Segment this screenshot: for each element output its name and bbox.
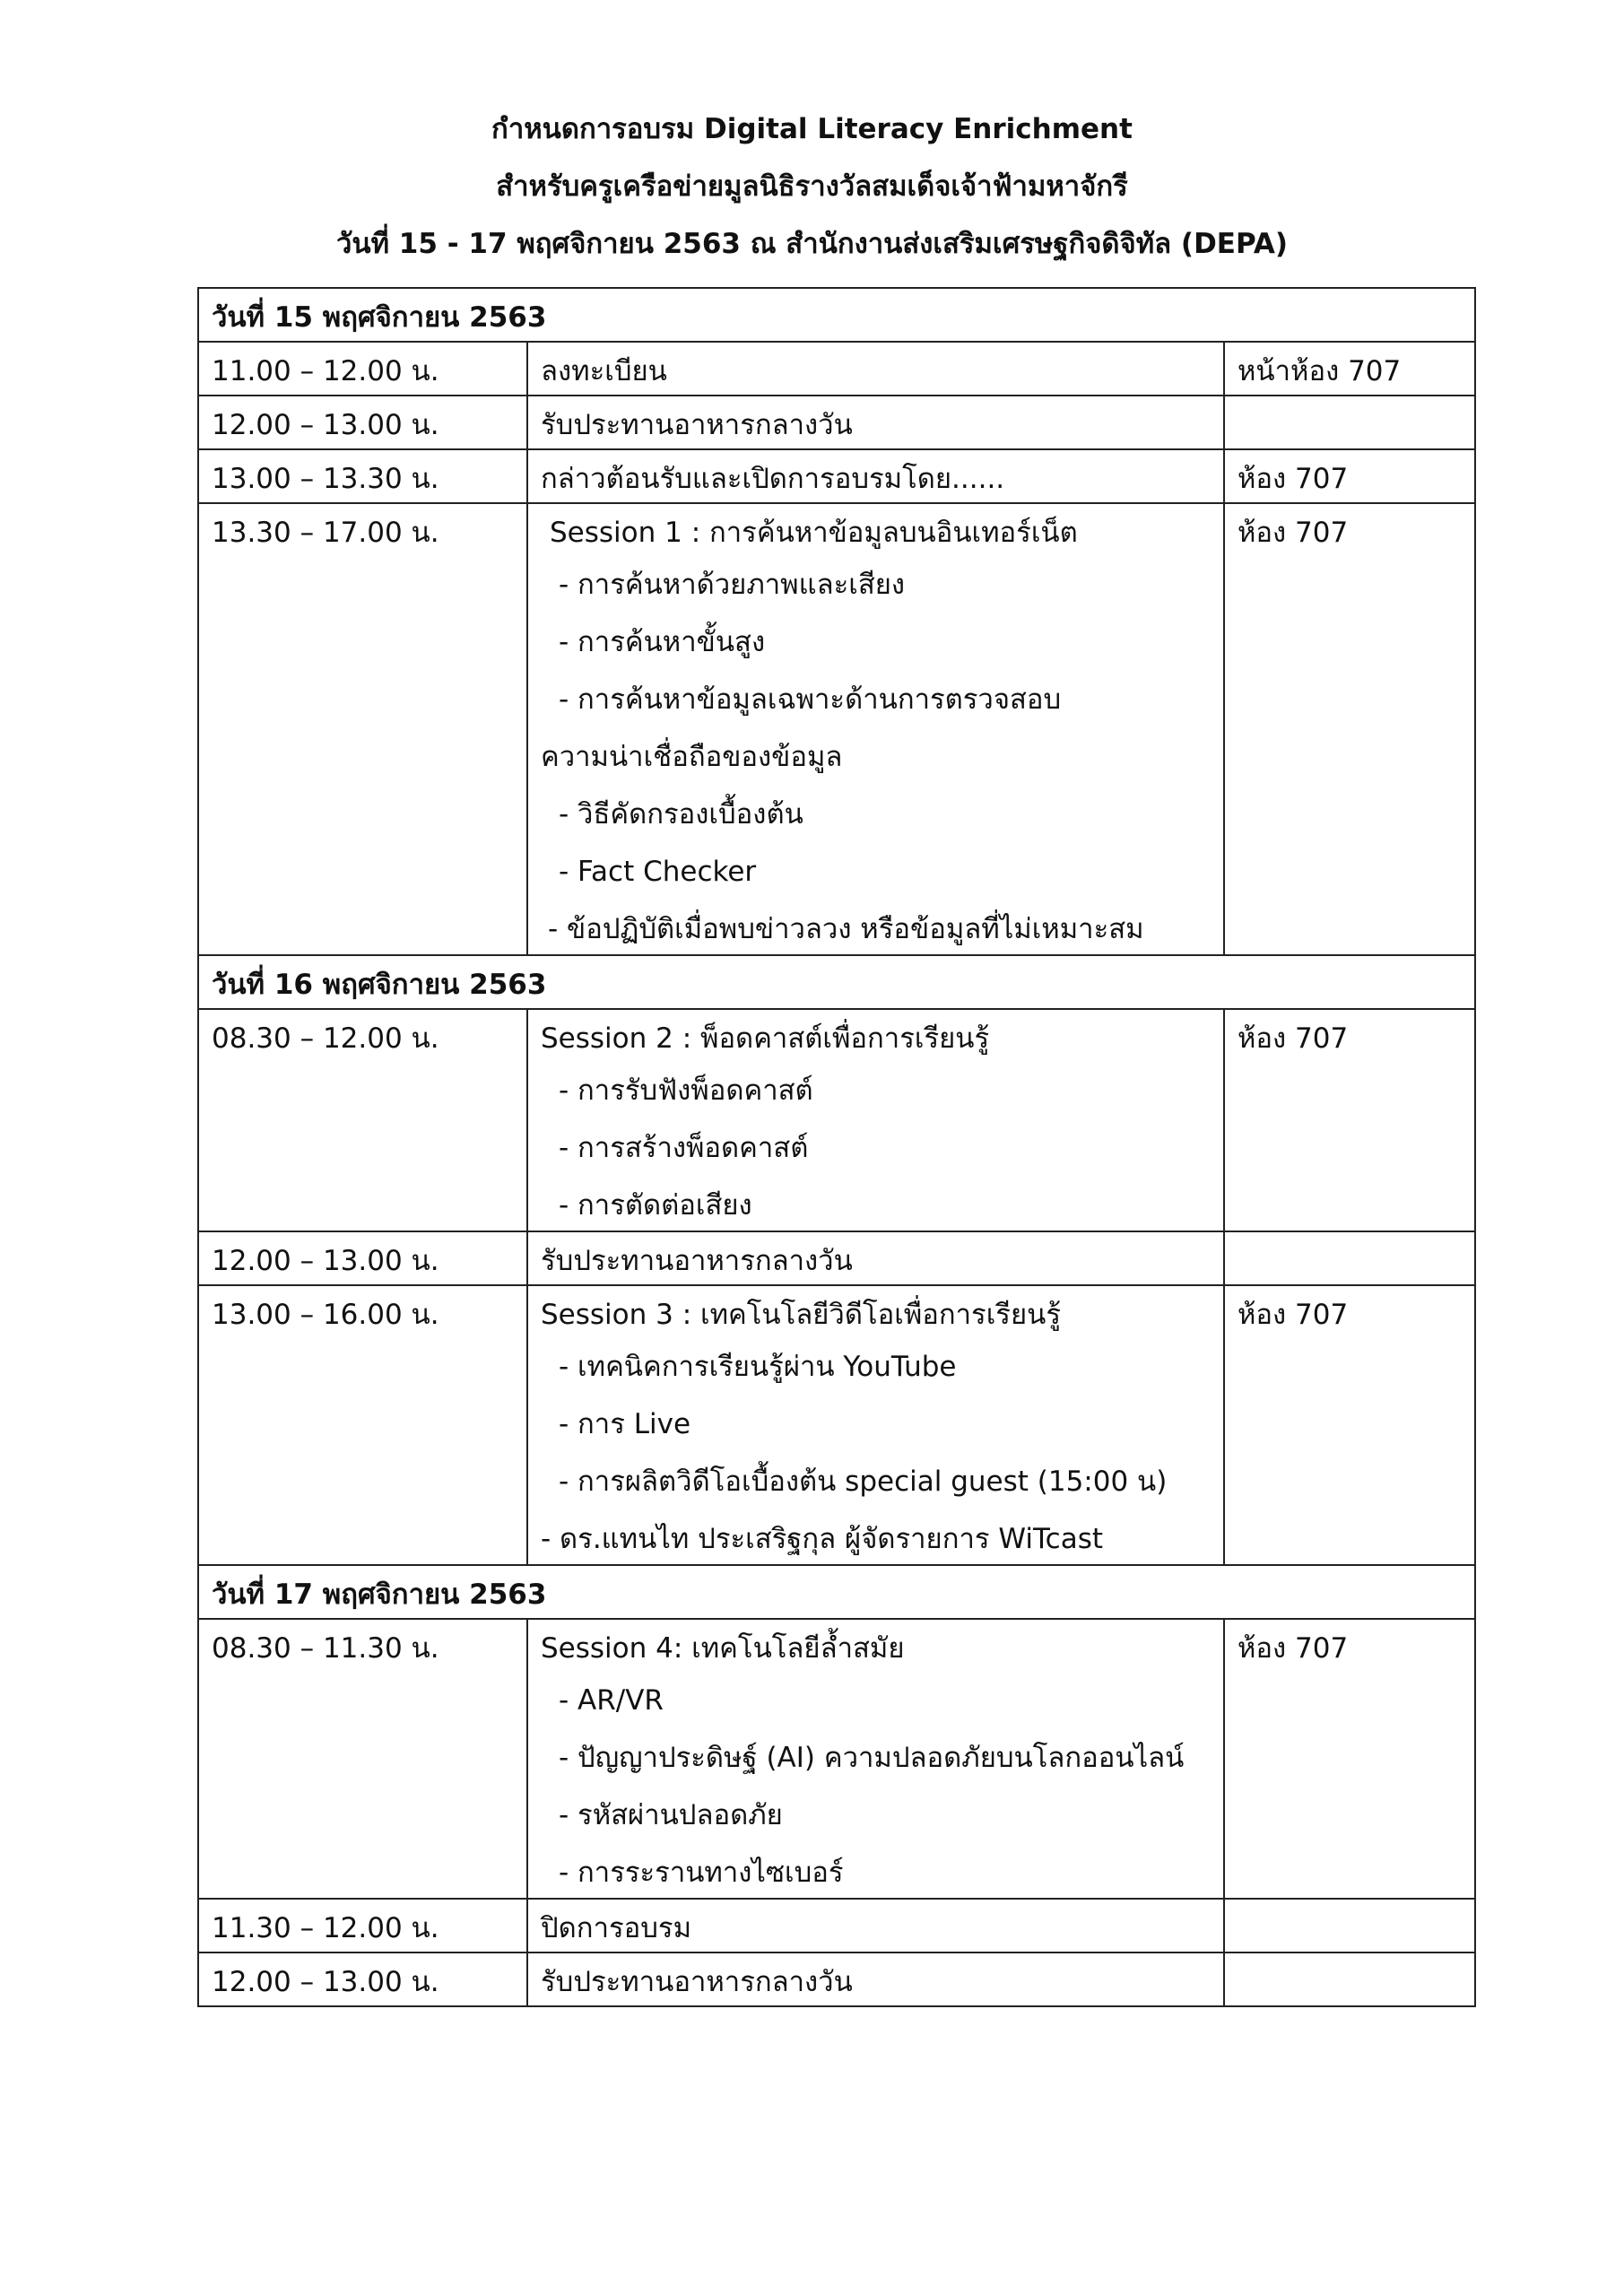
room-cell: [1224, 1231, 1475, 1285]
activity-item: - การค้นหาด้วยภาพและเสียง: [559, 569, 906, 601]
schedule-table: [197, 287, 1476, 2007]
room-cell: [1224, 1952, 1475, 2006]
activity-cell: กล่าวต้อนรับและเปิดการอบรมโดย......: [527, 449, 1224, 503]
activity-lines: [541, 1015, 1211, 1231]
activity-item: - การระรานทางไซเบอร์: [559, 1857, 844, 1889]
table-row: [198, 1619, 1475, 1899]
day-header-row: [198, 1565, 1475, 1619]
room-cell: [1224, 396, 1475, 449]
time-cell: 11.30 – 12.00 น.: [198, 1899, 527, 1952]
activity-item: - การค้นหาขั้นสูง: [559, 626, 766, 658]
table-row: [198, 449, 1475, 503]
activity-item: - รหัสผ่านปลอดภัย: [559, 1799, 783, 1831]
activity-cell: รับประทานอาหารกลางวัน: [527, 1231, 1224, 1285]
activity-item: - ข้อปฏิบัติเมื่อพบข่าวลวง หรือข้อมูลที่ไม่เหมาะสม: [548, 913, 1144, 945]
activity-lines: [541, 1625, 1211, 1898]
activity-cell: [527, 503, 1224, 955]
title-line-1: กำหนดการอบรม Digital Literacy Enrichment: [491, 113, 1133, 145]
activity-item: - การรับฟังพ็อดคาสต์: [559, 1074, 813, 1107]
day-title: วันที่ 15 พฤศจิกายน 2563: [198, 288, 1475, 342]
activity-item: ความน่าเชื่อถือของข้อมูล: [541, 741, 843, 773]
title-line-3: วันที่ 15 - 17 พฤศจิกายน 2563 ณ สำนักงานส่งเสริมเศรษฐกิจดิจิทัล (DEPA): [335, 228, 1289, 260]
time-cell: 12.00 – 13.00 น.: [198, 1231, 527, 1285]
session-title: Session 2 : พ็อดคาสต์เพื่อการเรียนรู้: [541, 1022, 990, 1055]
activity-cell: รับประทานอาหารกลางวัน: [527, 396, 1224, 449]
activity-item: - วิธีคัดกรองเบื้องต้น: [559, 798, 803, 831]
time-cell: 08.30 – 12.00 น.: [198, 1009, 527, 1231]
activity-item: - การสร้างพ็อดคาสต์: [559, 1132, 809, 1164]
table-row: [198, 1899, 1475, 1952]
time-cell: 12.00 – 13.00 น.: [198, 1952, 527, 2006]
activity-cell: [527, 1009, 1224, 1231]
time-cell: 13.00 – 16.00 น.: [198, 1285, 527, 1565]
activity-item: - Fact Checker: [559, 856, 757, 888]
time-cell: 13.00 – 13.30 น.: [198, 449, 527, 503]
activity-cell: ปิดการอบรม: [527, 1899, 1224, 1952]
room-cell: ห้อง 707: [1224, 503, 1475, 955]
time-cell: 12.00 – 13.00 น.: [198, 396, 527, 449]
table-row: [198, 1231, 1475, 1285]
table-row: [198, 1952, 1475, 2006]
activity-cell: [527, 1619, 1224, 1899]
document-header: [0, 100, 1624, 273]
activity-item: - การตัดต่อเสียง: [559, 1189, 752, 1222]
time-cell: 08.30 – 11.30 น.: [198, 1619, 527, 1899]
room-cell: [1224, 1899, 1475, 1952]
activity-item: - การผลิตวิดีโอเบื้องต้น special guest (15:00 น): [559, 1465, 1168, 1498]
activity-item: - การ Live: [559, 1408, 691, 1440]
activity-cell: รับประทานอาหารกลางวัน: [527, 1952, 1224, 2006]
activity-item: - เทคนิคการเรียนรู้ผ่าน YouTube: [559, 1351, 957, 1383]
room-cell: ห้อง 707: [1224, 1619, 1475, 1899]
room-cell: ห้อง 707: [1224, 1009, 1475, 1231]
day-title: วันที่ 17 พฤศจิกายน 2563: [198, 1565, 1475, 1619]
time-cell: 13.30 – 17.00 น.: [198, 503, 527, 955]
activity-item: - ปัญญาประดิษฐ์ (AI) ความปลอดภัยบนโลกออนไลน์: [559, 1742, 1185, 1774]
table-row: [198, 342, 1475, 396]
activity-lines: [541, 509, 1211, 954]
title-line-2: สำหรับครูเครือข่ายมูลนิธิรางวัลสมเด็จเจ้าฟ้ามหาจักรี: [496, 170, 1128, 203]
table-row: [198, 503, 1475, 955]
day-header-row: [198, 955, 1475, 1009]
table-row: [198, 396, 1475, 449]
session-title: Session 1 : การค้นหาข้อมูลบนอินเทอร์เน็ต: [550, 517, 1078, 549]
room-cell: ห้อง 707: [1224, 449, 1475, 503]
time-cell: 11.00 – 12.00 น.: [198, 342, 527, 396]
activity-item: - การค้นหาข้อมูลเฉพาะด้านการตรวจสอบ: [559, 683, 1062, 716]
room-cell: หน้าห้อง 707: [1224, 342, 1475, 396]
room-cell: ห้อง 707: [1224, 1285, 1475, 1565]
activity-cell: ลงทะเบียน: [527, 342, 1224, 396]
session-title: Session 4: เทคโนโลยีล้ำสมัย: [541, 1632, 905, 1665]
day-header-row: [198, 288, 1475, 342]
session-title: Session 3 : เทคโนโลยีวิดีโอเพื่อการเรียนรู้: [541, 1299, 1061, 1331]
table-row: [198, 1009, 1475, 1231]
day-title: วันที่ 16 พฤศจิกายน 2563: [198, 955, 1475, 1009]
activity-lines: [541, 1292, 1211, 1564]
table-row: [198, 1285, 1475, 1565]
activity-item: - AR/VR: [559, 1684, 664, 1717]
activity-item: - ดร.แทนไท ประเสริฐกุล ผู้จัดรายการ WiTcast: [541, 1523, 1103, 1555]
activity-cell: [527, 1285, 1224, 1565]
